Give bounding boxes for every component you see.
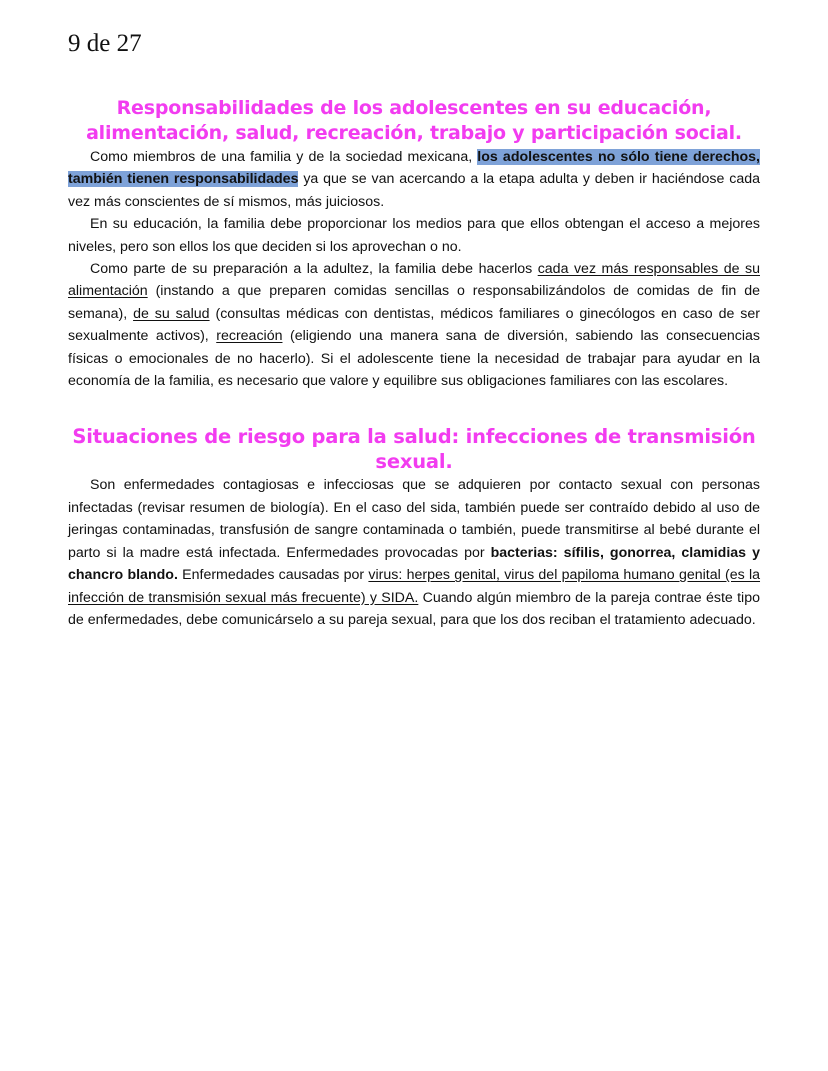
text-run: (eligiendo una manera sana de diversión, sabiendo las consecuencias físicas o emocionales de no hacerlo). Si el adolescente tiene la necesidad de trabajar para ayudar en la economía de la familia, es necesario que valore y equilibre sus obligaciones familiares con las escolares.: [68, 328, 760, 390]
text-run: (instando a que preparen comidas sencillas o responsabilizándolos de comidas de fin de semana),: [68, 283, 760, 322]
underlined-text-salud: de su salud: [133, 305, 210, 322]
text-run: Enfermedades causadas por: [177, 567, 369, 584]
paragraph-responsabilidades-intro: [68, 146, 760, 213]
section-title-responsabilidades: Responsabilidades de los adolescentes en su educación, alimentación, salud, recreación, trabajo y participación social.: [86, 97, 742, 144]
text-run: Cuando algún miembro de la pareja contrae éste tipo de enfermedades, debe comunicárselo a su pareja sexual, para que los dos reciban el tratamiento adecuado.: [68, 589, 760, 628]
page-number: 9 de 27: [68, 30, 142, 57]
text-run: ya que se van acercando a la etapa adulta y deben ir haciéndose cada vez más conscientes de sí mismos, más juiciosos.: [68, 171, 761, 210]
underlined-text-alimentacion: cada vez más responsables de su alimentación: [68, 261, 760, 300]
underlined-text-virus: virus: herpes genital, virus del papiloma humano genital (es la infección de transmisión sexual más frecuente) y SIDA.: [68, 567, 761, 606]
text-run: Son enfermedades contagiosas e infecciosas que se adquieren por contacto sexual con personas infectadas (revisar resumen de biología). En el caso del sida, también puede ser contraído debido al uso de jeringas contaminadas, transfusión de sangre contaminada o también, puede transmitirse al bebé durante el parto si la madre está infectada. Enfermedades provocadas por: [68, 477, 760, 561]
document-body: [68, 96, 760, 631]
bold-text-bacterias: bacterias: sífilis, gonorrea, clamidias y chancro blando.: [68, 544, 760, 584]
text-run: Como parte de su preparación a la adultez, la familia debe hacerlos: [90, 261, 538, 278]
section-title-situaciones-riesgo: Situaciones de riesgo para la salud: infecciones de transmisión sexual.: [72, 425, 756, 474]
paragraph-its: [68, 474, 760, 631]
highlighted-text: los adolescentes no sólo tiene derechos, también tienen responsabilidades: [68, 149, 760, 188]
paragraph-educacion: En su educación, la familia debe proporcionar los medios para que ellos obtengan el acceso a mejores niveles, pero son ellos los que deciden si los aprovechan o no.: [68, 216, 760, 255]
text-run: Como miembros de una familia y de la sociedad mexicana,: [90, 149, 478, 165]
text-run: (consultas médicas con dentistas, médicos familiares o ginecólogos en caso de ser sexualmente activos),: [68, 305, 760, 345]
underlined-text-recreacion: recreación: [216, 328, 283, 345]
paragraph-adultez: [68, 258, 760, 392]
